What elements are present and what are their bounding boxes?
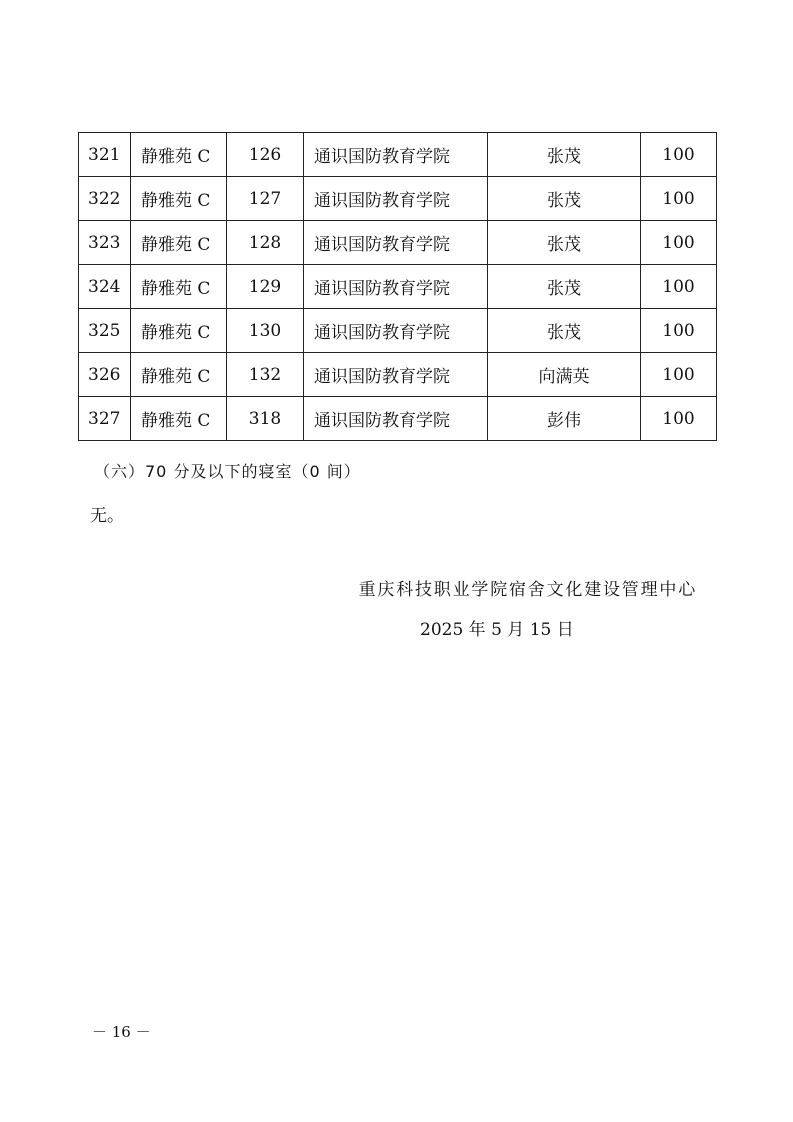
page-number: － 16 － <box>92 1023 151 1041</box>
signature-date: 2025 年 5 月 15 日 <box>420 620 574 640</box>
table-row <box>79 133 717 177</box>
cell-counselor: 向满英 <box>488 353 641 397</box>
table-body <box>79 133 717 441</box>
cell-college: 通识国防教育学院 <box>304 353 488 397</box>
cell-college: 通识国防教育学院 <box>304 133 488 177</box>
cell-college: 通识国防教育学院 <box>304 397 488 441</box>
cell-counselor: 彭伟 <box>488 397 641 441</box>
cell-building: 静雅苑 C <box>131 309 227 353</box>
cell-building: 静雅苑 C <box>131 265 227 309</box>
cell-building: 静雅苑 C <box>131 177 227 221</box>
cell-building: 静雅苑 C <box>131 397 227 441</box>
cell-room: 132 <box>227 353 304 397</box>
cell-counselor: 张茂 <box>488 177 641 221</box>
cell-building: 静雅苑 C <box>131 221 227 265</box>
cell-college: 通识国防教育学院 <box>304 221 488 265</box>
cell-counselor: 张茂 <box>488 221 641 265</box>
cell-counselor: 张茂 <box>488 265 641 309</box>
cell-score: 100 <box>641 309 717 353</box>
cell-no: 327 <box>79 397 131 441</box>
cell-college: 通识国防教育学院 <box>304 265 488 309</box>
cell-score: 100 <box>641 353 717 397</box>
cell-score: 100 <box>641 133 717 177</box>
cell-room: 130 <box>227 309 304 353</box>
cell-college: 通识国防教育学院 <box>304 309 488 353</box>
cell-room: 126 <box>227 133 304 177</box>
dormitory-score-table <box>78 132 717 441</box>
cell-room: 127 <box>227 177 304 221</box>
cell-no: 321 <box>79 133 131 177</box>
cell-counselor: 张茂 <box>488 309 641 353</box>
table-row <box>79 353 717 397</box>
cell-score: 100 <box>641 221 717 265</box>
cell-no: 325 <box>79 309 131 353</box>
table-row <box>79 177 717 221</box>
cell-counselor: 张茂 <box>488 133 641 177</box>
cell-room: 129 <box>227 265 304 309</box>
cell-score: 100 <box>641 177 717 221</box>
table-row <box>79 397 717 441</box>
section-heading: （六）70 分及以下的寝室（0 间） <box>94 462 361 481</box>
cell-room: 128 <box>227 221 304 265</box>
cell-college: 通识国防教育学院 <box>304 177 488 221</box>
table-row <box>79 309 717 353</box>
cell-score: 100 <box>641 397 717 441</box>
table-row <box>79 265 717 309</box>
cell-score: 100 <box>641 265 717 309</box>
cell-building: 静雅苑 C <box>131 353 227 397</box>
cell-no: 326 <box>79 353 131 397</box>
cell-no: 323 <box>79 221 131 265</box>
table-row <box>79 221 717 265</box>
cell-no: 322 <box>79 177 131 221</box>
section-body: 无。 <box>90 506 124 526</box>
cell-building: 静雅苑 C <box>131 133 227 177</box>
cell-room: 318 <box>227 397 304 441</box>
signature-organization: 重庆科技职业学院宿舍文化建设管理中心 <box>358 580 697 600</box>
cell-no: 324 <box>79 265 131 309</box>
